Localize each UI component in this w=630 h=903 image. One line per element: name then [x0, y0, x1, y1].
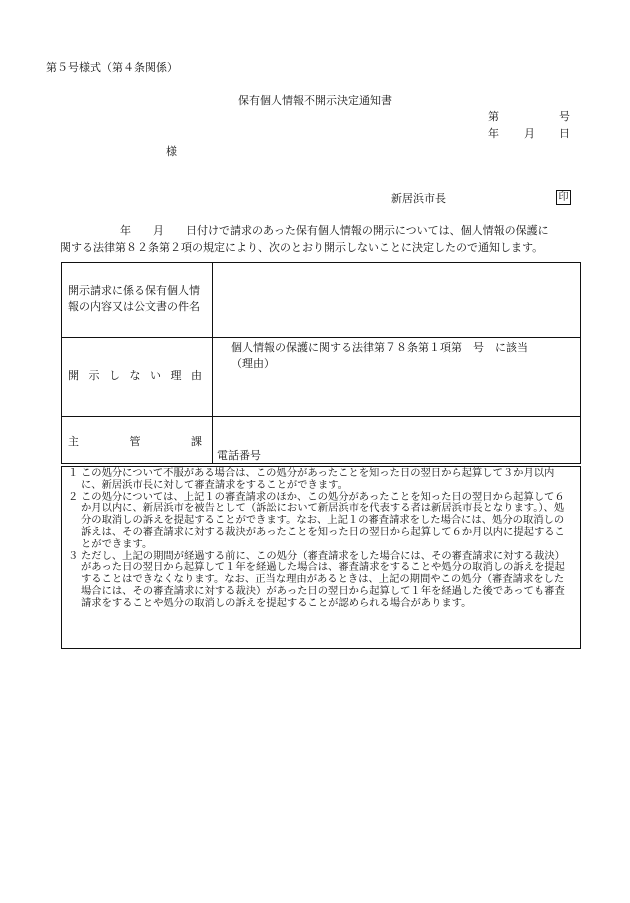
reason-label-char: な [129, 369, 141, 382]
reason-law-clause: 個人情報の保護に関する法律第７８条第１項第 号 に該当 [231, 341, 528, 354]
request-content-label: 報の内容又は公文書の件名 [68, 300, 200, 313]
phone-number-label: 電話番号 [217, 449, 261, 462]
department-label-cell [62, 417, 213, 464]
note-item [68, 551, 574, 610]
body-line: 年 月 日付けで請求のあった保有個人情報の開示については、個人情報の保護に [120, 224, 549, 237]
number-suffix: 号 [559, 110, 570, 123]
reason-label [68, 368, 202, 384]
department-label-char: 管 [129, 435, 141, 448]
date-day: 日 [559, 127, 570, 140]
note-text: ただし、上記の期間が経過する前に、この処分（審査請求をした場合には、その審査請求に対する裁決）があった日の翌日から起算して１年を経過した場合は、審査請求をすることや処分の取消しの訴えを提起することはできなくなります。なお、正当な理由があるときは、上記の期間やこの処分（審査請求をした場合には、その審査請求に対する裁決）があった日の翌日から起算して１年を経過した後であっても審査請求をすることや処分の取消しの訴えを提起することが認められる場合があります。 [81, 549, 565, 609]
department-value-cell [213, 417, 581, 464]
document-title: 保有個人情報不開示決定通知書 [238, 94, 392, 107]
reason-label-char: 理 [170, 369, 182, 382]
note-item [68, 492, 574, 551]
note-text: この処分については、上記１の審査請求のほか、この処分があったことを知った日の翌日から起算して６か月以内に、新居浜市を被告として（訴訟において新居浜市を代表する者は新居浜市長となります。）、処分の取消しの訴えを提起することができます。なお、上記１の審査請求をした場合には、処分の取消しの訴えは、その審査請求に対する裁決があったことを知った日の翌日から起算して６か月以内に提起することができます。 [81, 490, 565, 550]
notes-box [61, 466, 581, 649]
request-content-label-cell [62, 263, 213, 338]
table-row [62, 338, 581, 417]
decision-table [61, 262, 581, 464]
department-label [68, 434, 202, 450]
recipient-suffix: 様 [166, 145, 177, 158]
department-label-char: 課 [191, 435, 202, 448]
reason-subheading: （理由） [231, 357, 275, 370]
note-number: ２ [68, 490, 79, 503]
table-row [62, 263, 581, 338]
number-prefix: 第 [488, 110, 499, 123]
reason-label-char: し [109, 369, 120, 382]
note-number: ３ [68, 549, 79, 562]
body-line: 関する法律第８２条第２項の規定により、次のとおり開示しないことに決定したので通知します。 [60, 241, 544, 254]
reason-label-char: 示 [88, 369, 100, 382]
table-row [62, 417, 581, 464]
date-year: 年 [488, 127, 499, 140]
reason-label-char: 由 [191, 369, 202, 382]
reason-label-cell [62, 338, 213, 417]
request-content-label: 開示請求に係る保有個人情 [68, 284, 200, 297]
seal-mark: 印 [556, 190, 571, 205]
note-item [68, 468, 574, 492]
form-number: 第５号様式（第４条関係） [46, 61, 178, 74]
reason-label-char: 開 [68, 369, 79, 382]
issuer-name: 新居浜市長 [391, 192, 446, 205]
department-label-char: 主 [68, 435, 79, 448]
note-text: この処分について不服がある場合は、この処分があったことを知った日の翌日から起算して３か月以内に、新居浜市長に対して審査請求をすることができます。 [81, 467, 555, 491]
date-month: 月 [524, 127, 535, 140]
reason-value-cell [213, 338, 581, 417]
reason-label-char: い [150, 369, 161, 382]
note-number: １ [68, 467, 79, 479]
body-paragraph [60, 222, 585, 256]
request-content-value-cell [213, 263, 581, 338]
